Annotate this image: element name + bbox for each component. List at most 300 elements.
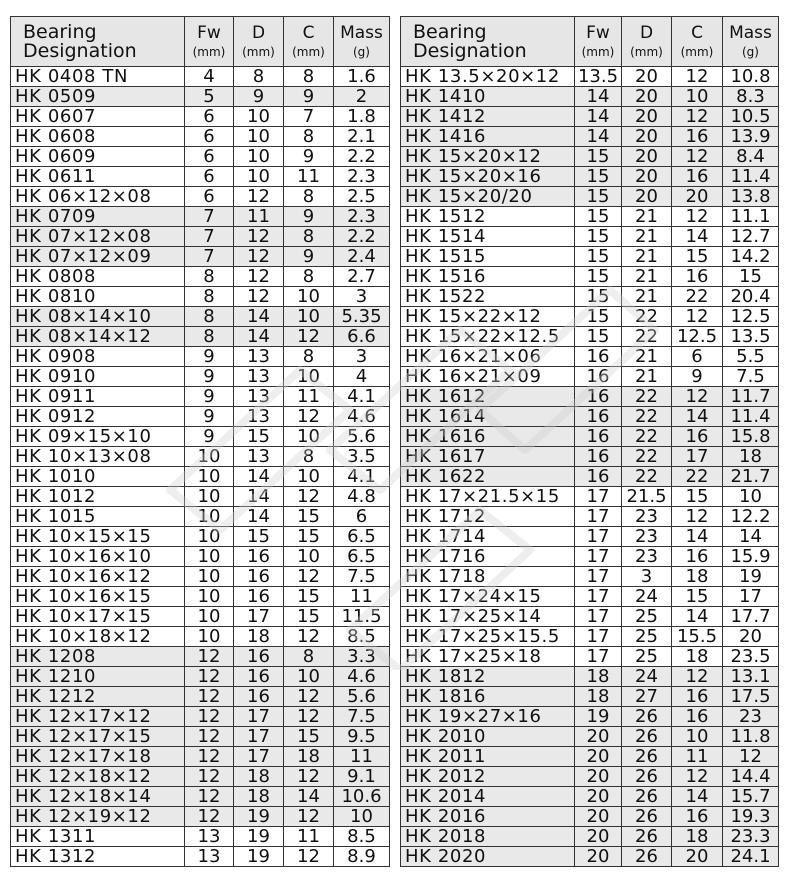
c-cell: 9 xyxy=(284,207,334,227)
c-cell: 16 xyxy=(672,547,723,567)
fw-cell: 7 xyxy=(185,247,234,267)
c-cell: 11 xyxy=(284,167,334,187)
table-row xyxy=(401,387,779,407)
c-cell: 12 xyxy=(284,567,334,587)
bearing-designation-cell: HK 1812 xyxy=(401,667,575,687)
c-cell: 18 xyxy=(672,567,723,587)
fw-cell: 15 xyxy=(575,207,622,227)
bearing-designation-cell: HK 17×24×15 xyxy=(401,587,575,607)
d-cell: 22 xyxy=(622,447,672,467)
table-body-left xyxy=(11,67,390,867)
table-row xyxy=(401,787,779,807)
c-cell: 12 xyxy=(284,707,334,727)
mass-cell: 10.8 xyxy=(723,67,779,87)
d-cell: 12 xyxy=(234,287,284,307)
table-row xyxy=(11,187,390,207)
mass-cell: 8.4 xyxy=(723,147,779,167)
c-cell: 16 xyxy=(672,127,723,147)
fw-cell: 7 xyxy=(185,227,234,247)
table-row xyxy=(11,727,390,747)
table-row xyxy=(401,287,779,307)
table-row xyxy=(401,227,779,247)
bearing-designation-cell: HK 1010 xyxy=(11,467,185,487)
table-row xyxy=(401,467,779,487)
d-cell: 21 xyxy=(622,227,672,247)
bearing-designation-cell: HK 2016 xyxy=(401,807,575,827)
fw-cell: 16 xyxy=(575,367,622,387)
d-cell: 10 xyxy=(234,147,284,167)
table-row xyxy=(401,507,779,527)
c-cell: 17 xyxy=(672,447,723,467)
table-row xyxy=(11,607,390,627)
fw-cell: 10 xyxy=(185,547,234,567)
fw-cell: 17 xyxy=(575,547,622,567)
bearing-designation-cell: HK 1208 xyxy=(11,647,185,667)
bearing-designation-cell: HK 2010 xyxy=(401,727,575,747)
c-cell: 20 xyxy=(672,187,723,207)
mass-cell: 14.4 xyxy=(723,767,779,787)
fw-cell: 9 xyxy=(185,387,234,407)
bearing-designation-cell: HK 1622 xyxy=(401,467,575,487)
fw-cell: 19 xyxy=(575,707,622,727)
fw-cell: 16 xyxy=(575,387,622,407)
mass-cell: 19.3 xyxy=(723,807,779,827)
fw-cell: 10 xyxy=(185,527,234,547)
mass-cell: 14 xyxy=(723,527,779,547)
c-cell: 15.5 xyxy=(672,627,723,647)
bearing-designation-cell: HK 07×12×09 xyxy=(11,247,185,267)
table-row xyxy=(11,587,390,607)
c-cell: 14 xyxy=(672,527,723,547)
mass-cell: 11.4 xyxy=(723,407,779,427)
mass-cell: 12.2 xyxy=(723,507,779,527)
header-c-unit: (mm) xyxy=(680,45,714,59)
c-cell: 22 xyxy=(672,287,723,307)
mass-cell: 2.7 xyxy=(334,267,390,287)
header-mass-label: Mass xyxy=(340,23,383,43)
fw-cell: 16 xyxy=(575,427,622,447)
header-designation-line1: Bearing xyxy=(23,20,97,43)
table-header-row xyxy=(401,17,779,67)
fw-cell: 9 xyxy=(185,407,234,427)
d-cell: 13 xyxy=(234,407,284,427)
table-row xyxy=(401,727,779,747)
d-cell: 16 xyxy=(234,647,284,667)
mass-cell: 2 xyxy=(334,87,390,107)
table-row xyxy=(401,207,779,227)
c-cell: 10 xyxy=(284,427,334,447)
d-cell: 13 xyxy=(234,367,284,387)
fw-cell: 13 xyxy=(185,847,234,867)
bearing-designation-cell: HK 10×15×15 xyxy=(11,527,185,547)
d-cell: 26 xyxy=(622,847,672,867)
mass-cell: 10.6 xyxy=(334,787,390,807)
table-row xyxy=(11,87,390,107)
d-cell: 24 xyxy=(622,587,672,607)
d-cell: 12 xyxy=(234,187,284,207)
c-cell: 8 xyxy=(284,447,334,467)
c-cell: 18 xyxy=(284,747,334,767)
c-cell: 11 xyxy=(284,387,334,407)
bearing-designation-cell: HK 12×18×12 xyxy=(11,767,185,787)
d-cell: 19 xyxy=(234,847,284,867)
bearing-designation-cell: HK 10×17×15 xyxy=(11,607,185,627)
fw-cell: 10 xyxy=(185,567,234,587)
c-cell: 12 xyxy=(284,407,334,427)
bearing-designation-cell: HK 1614 xyxy=(401,407,575,427)
table-row xyxy=(401,347,779,367)
table-row xyxy=(11,447,390,467)
table-row xyxy=(11,407,390,427)
mass-cell: 10 xyxy=(334,807,390,827)
d-cell: 21 xyxy=(622,347,672,367)
header-c-unit: (mm) xyxy=(292,45,325,59)
bearing-designation-cell: HK 1514 xyxy=(401,227,575,247)
header-d xyxy=(234,17,284,67)
header-mass-unit: (g) xyxy=(353,45,370,59)
d-cell: 22 xyxy=(622,327,672,347)
table-row xyxy=(401,607,779,627)
d-cell: 21.5 xyxy=(622,487,672,507)
header-c-label: C xyxy=(302,23,315,43)
table-row xyxy=(11,627,390,647)
c-cell: 14 xyxy=(672,607,723,627)
bearing-designation-cell: HK 1012 xyxy=(11,487,185,507)
c-cell: 12 xyxy=(672,307,723,327)
header-mass-label: Mass xyxy=(729,23,772,43)
bearing-designation-cell: HK 1712 xyxy=(401,507,575,527)
mass-cell: 2.2 xyxy=(334,147,390,167)
fw-cell: 6 xyxy=(185,187,234,207)
mass-cell: 11.4 xyxy=(723,167,779,187)
header-fw xyxy=(575,17,622,67)
table-row xyxy=(401,367,779,387)
bearing-designation-cell: HK 0908 xyxy=(11,347,185,367)
header-d-unit: (mm) xyxy=(242,45,275,59)
d-cell: 21 xyxy=(622,247,672,267)
table-row xyxy=(401,527,779,547)
d-cell: 21 xyxy=(622,207,672,227)
c-cell: 12 xyxy=(672,667,723,687)
table-row xyxy=(11,467,390,487)
fw-cell: 12 xyxy=(185,767,234,787)
fw-cell: 20 xyxy=(575,767,622,787)
bearing-designation-cell: HK 1716 xyxy=(401,547,575,567)
c-cell: 10 xyxy=(284,367,334,387)
bearing-designation-cell: HK 12×17×18 xyxy=(11,747,185,767)
d-cell: 9 xyxy=(234,87,284,107)
table-row xyxy=(11,687,390,707)
bearing-designation-cell: HK 0910 xyxy=(11,367,185,387)
d-cell: 10 xyxy=(234,127,284,147)
header-designation-line1: Bearing xyxy=(413,20,487,43)
bearing-designation-cell: HK 1410 xyxy=(401,87,575,107)
bearing-designation-cell: HK 0912 xyxy=(11,407,185,427)
bearing-designation-cell: HK 0608 xyxy=(11,127,185,147)
c-cell: 12 xyxy=(284,807,334,827)
table-row xyxy=(401,567,779,587)
mass-cell: 14.2 xyxy=(723,247,779,267)
table-row xyxy=(11,307,390,327)
mass-cell: 2.3 xyxy=(334,207,390,227)
mass-cell: 2.2 xyxy=(334,227,390,247)
d-cell: 23 xyxy=(622,527,672,547)
d-cell: 13 xyxy=(234,447,284,467)
fw-cell: 15 xyxy=(575,307,622,327)
table-row xyxy=(11,127,390,147)
bearing-designation-cell: HK 1312 xyxy=(11,847,185,867)
fw-cell: 12 xyxy=(185,707,234,727)
c-cell: 10 xyxy=(672,727,723,747)
c-cell: 22 xyxy=(672,467,723,487)
table-row xyxy=(401,187,779,207)
header-fw-unit: (mm) xyxy=(192,45,226,59)
mass-cell: 8.5 xyxy=(334,627,390,647)
c-cell: 10 xyxy=(284,307,334,327)
fw-cell: 16 xyxy=(575,407,622,427)
fw-cell: 20 xyxy=(575,827,622,847)
table-row xyxy=(401,707,779,727)
c-cell: 20 xyxy=(672,847,723,867)
mass-cell: 15.9 xyxy=(723,547,779,567)
c-cell: 7 xyxy=(284,107,334,127)
bearing-designation-cell: HK 16×21×09 xyxy=(401,367,575,387)
table-row xyxy=(401,807,779,827)
fw-cell: 18 xyxy=(575,687,622,707)
d-cell: 26 xyxy=(622,767,672,787)
fw-cell: 6 xyxy=(185,107,234,127)
d-cell: 21 xyxy=(622,267,672,287)
d-cell: 20 xyxy=(622,167,672,187)
fw-cell: 6 xyxy=(185,147,234,167)
c-cell: 8 xyxy=(284,347,334,367)
bearing-designation-cell: HK 15×22×12 xyxy=(401,307,575,327)
bearing-designation-cell: HK 17×25×18 xyxy=(401,647,575,667)
mass-cell: 12.7 xyxy=(723,227,779,247)
bearing-designation-cell: HK 1512 xyxy=(401,207,575,227)
table-row xyxy=(11,287,390,307)
fw-cell: 5 xyxy=(185,87,234,107)
table-row xyxy=(11,707,390,727)
mass-cell: 1.6 xyxy=(334,67,390,87)
bearing-designation-cell: HK 1416 xyxy=(401,127,575,147)
bearing-designation-cell: HK 07×12×08 xyxy=(11,227,185,247)
fw-cell: 12 xyxy=(185,687,234,707)
c-cell: 16 xyxy=(672,687,723,707)
bearing-designation-cell: HK 2014 xyxy=(401,787,575,807)
fw-cell: 17 xyxy=(575,507,622,527)
table-row xyxy=(11,747,390,767)
bearing-table-right xyxy=(400,16,779,867)
c-cell: 10 xyxy=(284,547,334,567)
bearing-designation-cell: HK 15×20×16 xyxy=(401,167,575,187)
d-cell: 12 xyxy=(234,267,284,287)
fw-cell: 14 xyxy=(575,127,622,147)
mass-cell: 6.5 xyxy=(334,527,390,547)
d-cell: 17 xyxy=(234,727,284,747)
c-cell: 10 xyxy=(672,87,723,107)
table-row xyxy=(11,67,390,87)
c-cell: 18 xyxy=(672,647,723,667)
d-cell: 20 xyxy=(622,107,672,127)
mass-cell: 6 xyxy=(334,507,390,527)
c-cell: 8 xyxy=(284,267,334,287)
d-cell: 12 xyxy=(234,227,284,247)
bearing-designation-cell: HK 0808 xyxy=(11,267,185,287)
table-row xyxy=(11,647,390,667)
mass-cell: 8.3 xyxy=(723,87,779,107)
mass-cell: 12 xyxy=(723,747,779,767)
fw-cell: 10 xyxy=(185,627,234,647)
fw-cell: 10 xyxy=(185,607,234,627)
fw-cell: 15 xyxy=(575,247,622,267)
fw-cell: 8 xyxy=(185,287,234,307)
bearing-designation-cell: HK 08×14×10 xyxy=(11,307,185,327)
c-cell: 8 xyxy=(284,647,334,667)
fw-cell: 15 xyxy=(575,327,622,347)
fw-cell: 17 xyxy=(575,567,622,587)
mass-cell: 10.5 xyxy=(723,107,779,127)
d-cell: 26 xyxy=(622,787,672,807)
mass-cell: 11 xyxy=(334,587,390,607)
mass-cell: 7.5 xyxy=(723,367,779,387)
mass-cell: 4.1 xyxy=(334,467,390,487)
table-row xyxy=(11,847,390,867)
c-cell: 6 xyxy=(672,347,723,367)
fw-cell: 18 xyxy=(575,667,622,687)
fw-cell: 16 xyxy=(575,447,622,467)
bearing-designation-cell: HK 17×25×14 xyxy=(401,607,575,627)
fw-cell: 20 xyxy=(575,727,622,747)
c-cell: 15 xyxy=(284,587,334,607)
d-cell: 3 xyxy=(622,567,672,587)
header-bearing-designation xyxy=(11,17,185,67)
bearing-designation-cell: HK 0509 xyxy=(11,87,185,107)
bearing-designation-cell: HK 0609 xyxy=(11,147,185,167)
c-cell: 14 xyxy=(672,407,723,427)
table-row xyxy=(401,87,779,107)
d-cell: 21 xyxy=(622,287,672,307)
d-cell: 25 xyxy=(622,627,672,647)
mass-cell: 11.5 xyxy=(334,607,390,627)
d-cell: 16 xyxy=(234,567,284,587)
header-d-label: D xyxy=(251,23,266,43)
d-cell: 11 xyxy=(234,207,284,227)
c-cell: 9 xyxy=(284,247,334,267)
table-row xyxy=(11,507,390,527)
fw-cell: 14 xyxy=(575,87,622,107)
bearing-designation-cell: HK 12×19×12 xyxy=(11,807,185,827)
bearing-designation-cell: HK 1616 xyxy=(401,427,575,447)
table-row xyxy=(401,327,779,347)
mass-cell: 23.3 xyxy=(723,827,779,847)
header-mass-unit: (g) xyxy=(742,45,759,59)
d-cell: 20 xyxy=(622,67,672,87)
header-c xyxy=(284,17,334,67)
fw-cell: 20 xyxy=(575,747,622,767)
fw-cell: 12 xyxy=(185,747,234,767)
c-cell: 12 xyxy=(672,207,723,227)
fw-cell: 17 xyxy=(575,627,622,647)
c-cell: 12 xyxy=(672,767,723,787)
bearing-designation-cell: HK 2012 xyxy=(401,767,575,787)
mass-cell: 4 xyxy=(334,367,390,387)
fw-cell: 15 xyxy=(575,267,622,287)
d-cell: 19 xyxy=(234,807,284,827)
mass-cell: 15.8 xyxy=(723,427,779,447)
bearing-designation-cell: HK 10×16×12 xyxy=(11,567,185,587)
d-cell: 24 xyxy=(622,667,672,687)
d-cell: 20 xyxy=(622,187,672,207)
c-cell: 8 xyxy=(284,67,334,87)
table-row xyxy=(401,847,779,867)
fw-cell: 10 xyxy=(185,447,234,467)
table-row xyxy=(401,587,779,607)
d-cell: 22 xyxy=(622,467,672,487)
mass-cell: 13.5 xyxy=(723,327,779,347)
mass-cell: 3.5 xyxy=(334,447,390,467)
table-row xyxy=(11,827,390,847)
header-d xyxy=(622,17,672,67)
mass-cell: 17 xyxy=(723,587,779,607)
table-row xyxy=(401,747,779,767)
table-row xyxy=(11,567,390,587)
fw-cell: 17 xyxy=(575,607,622,627)
header-designation-line2: Designation xyxy=(413,39,527,62)
bearing-designation-cell: HK 1212 xyxy=(11,687,185,707)
bearing-designation-cell: HK 15×22×12.5 xyxy=(401,327,575,347)
bearing-designation-cell: HK 1612 xyxy=(401,387,575,407)
d-cell: 20 xyxy=(622,147,672,167)
bearing-designation-cell: HK 12×17×15 xyxy=(11,727,185,747)
c-cell: 12 xyxy=(284,627,334,647)
table-row xyxy=(401,67,779,87)
d-cell: 23 xyxy=(622,507,672,527)
c-cell: 16 xyxy=(672,807,723,827)
fw-cell: 16 xyxy=(575,347,622,367)
table-row xyxy=(401,427,779,447)
d-cell: 26 xyxy=(622,747,672,767)
mass-cell: 2.1 xyxy=(334,127,390,147)
mass-cell: 18 xyxy=(723,447,779,467)
c-cell: 12 xyxy=(672,67,723,87)
c-cell: 8 xyxy=(284,187,334,207)
fw-cell: 8 xyxy=(185,327,234,347)
mass-cell: 11.1 xyxy=(723,207,779,227)
mass-cell: 1.8 xyxy=(334,107,390,127)
table-row xyxy=(401,767,779,787)
bearing-designation-cell: HK 10×18×12 xyxy=(11,627,185,647)
table-row xyxy=(11,227,390,247)
table-row xyxy=(11,207,390,227)
mass-cell: 20 xyxy=(723,627,779,647)
mass-cell: 8.5 xyxy=(334,827,390,847)
table-row xyxy=(401,267,779,287)
d-cell: 18 xyxy=(234,787,284,807)
table-row xyxy=(401,487,779,507)
table-row xyxy=(11,527,390,547)
table-row xyxy=(401,407,779,427)
mass-cell: 10 xyxy=(723,487,779,507)
table-row xyxy=(401,547,779,567)
mass-cell: 2.3 xyxy=(334,167,390,187)
table-row xyxy=(401,827,779,847)
bearing-designation-cell: HK 1617 xyxy=(401,447,575,467)
d-cell: 18 xyxy=(234,627,284,647)
bearing-designation-cell: HK 13.5×20×12 xyxy=(401,67,575,87)
d-cell: 22 xyxy=(622,307,672,327)
c-cell: 12 xyxy=(672,107,723,127)
